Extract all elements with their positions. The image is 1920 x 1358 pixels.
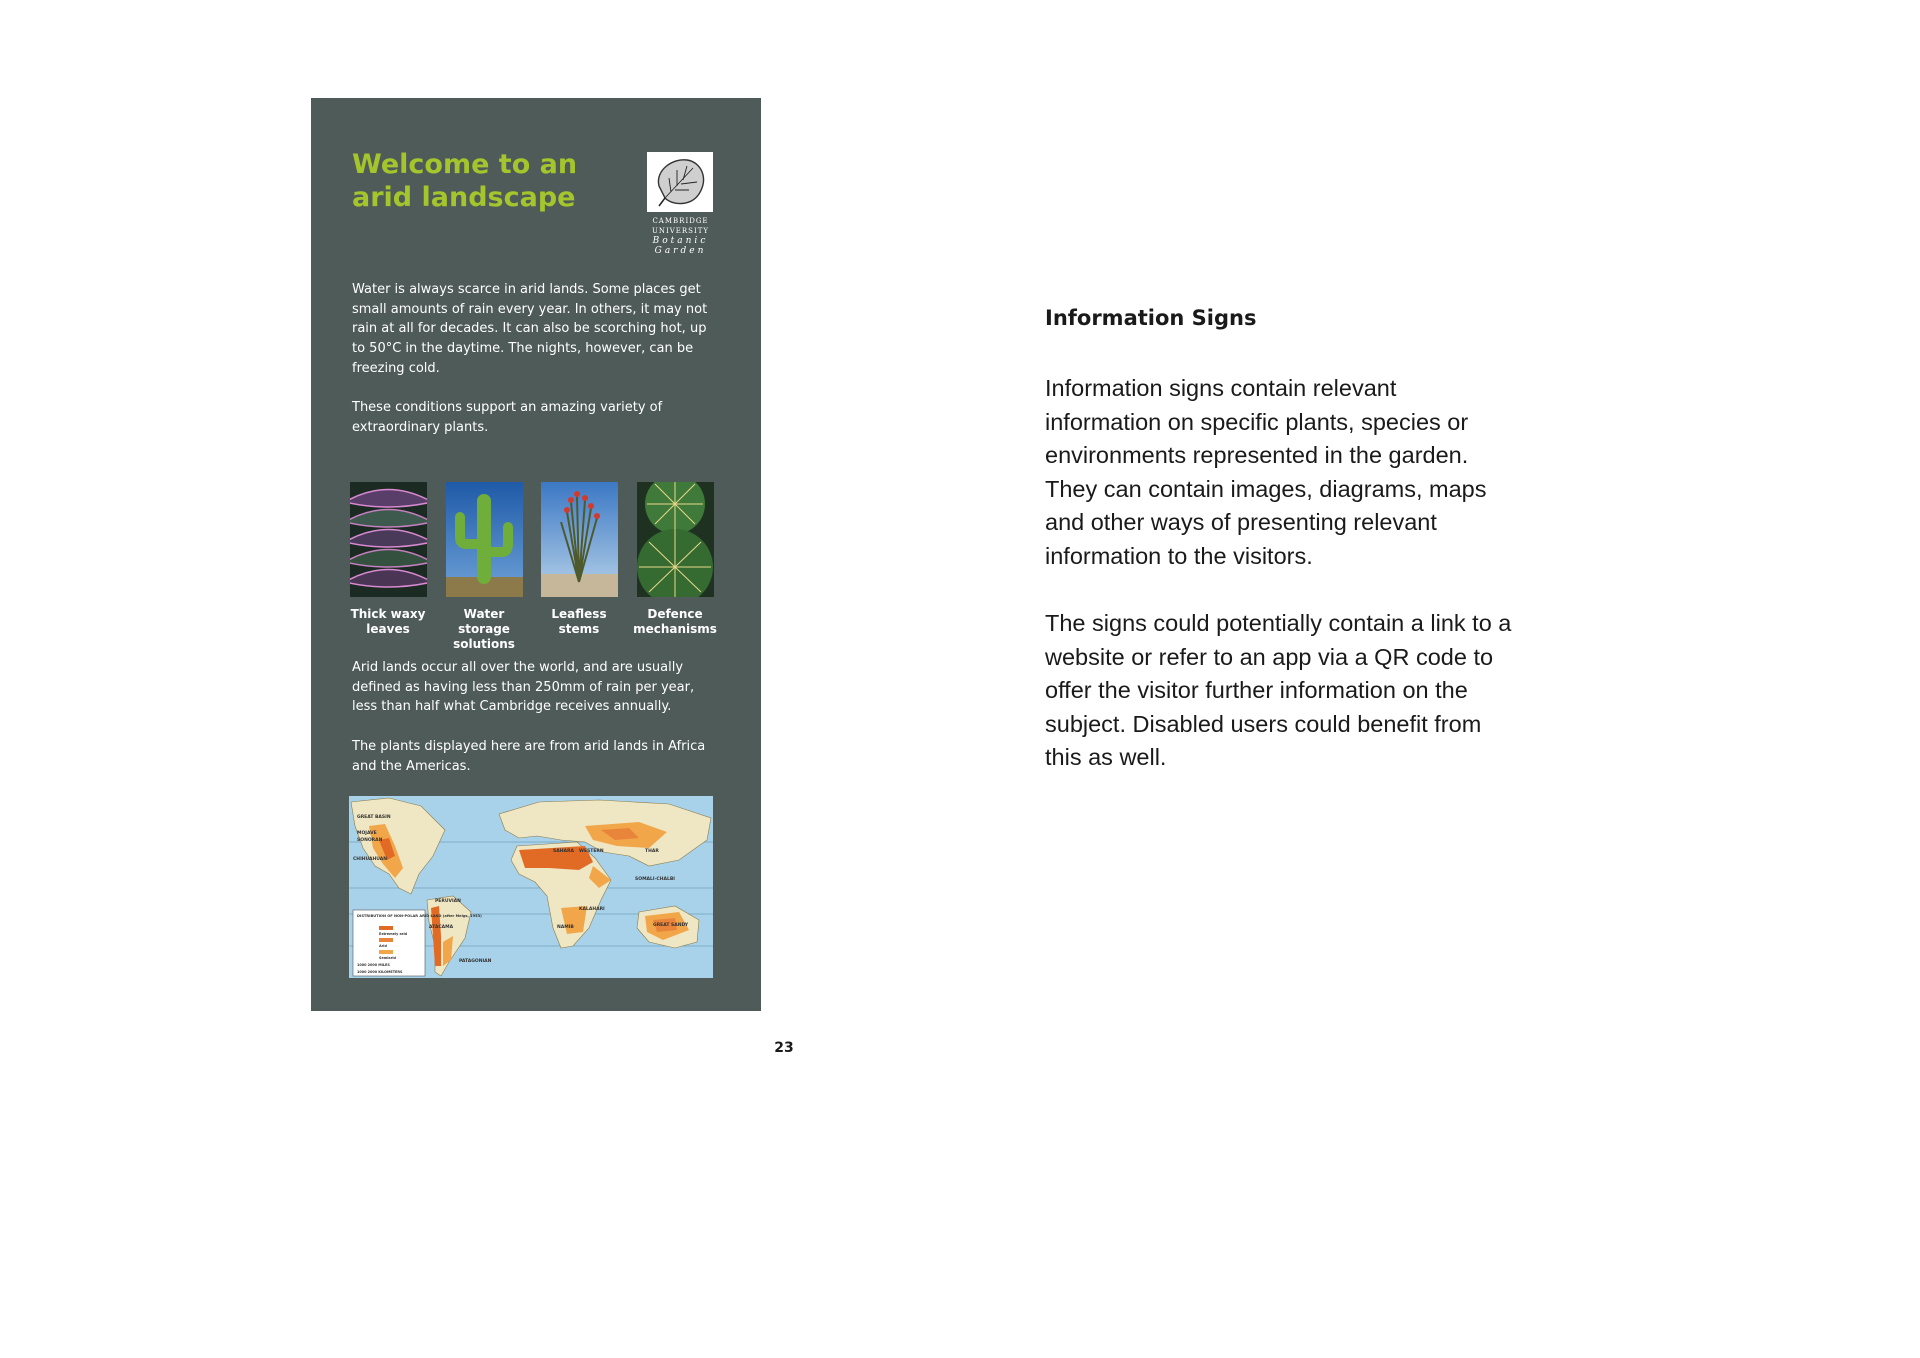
info-paragraph-2: The signs could potentially contain a link to a website or refer to an app via a QR code to offer the visitor further information on the subject. Disabled users could benefit from this as well.: [1045, 610, 1512, 771]
scale-miles: 1000 2000 MILES: [357, 963, 390, 967]
map-label: ATACAMA: [429, 925, 454, 930]
map-label: MOJAVE: [357, 831, 377, 836]
caption-line-1: Defence: [647, 607, 703, 621]
thumbnail-defence-mechanisms: [633, 482, 717, 637]
sign-paragraph-4: The plants displayed here are from arid lands in Africa and the Americas.: [352, 739, 706, 774]
map-label: SAHARA: [553, 849, 574, 854]
map-label: PATAGONIAN: [459, 959, 492, 964]
thumbnail-caption: [343, 607, 433, 637]
information-signs-heading: Information Signs: [1045, 306, 1257, 330]
thumbnail-water-storage: [446, 482, 523, 652]
saguaro-cactus-photo: [446, 482, 523, 597]
plant-photo-row: [350, 482, 717, 651]
logo-line-2: UNIVERSITY: [651, 227, 710, 235]
information-sign: [311, 98, 761, 1011]
sign-paragraph-3: Arid lands occur all over the world, and are usually defined as having less than 250mm of rain per year, less than half what Cambridge receives annually.: [352, 660, 695, 715]
caption-line-1: Thick waxy: [350, 607, 426, 621]
caption-line-2: stems: [558, 622, 600, 636]
caption-line-2: leaves: [366, 622, 410, 636]
thumbnail-waxy-leaves: [350, 482, 427, 637]
legend-item: Extremely arid: [379, 932, 408, 936]
map-label: WESTERN: [579, 849, 604, 854]
thumbnail-leafless-stems: [541, 482, 618, 637]
caption-line-2: mechanisms: [633, 622, 717, 636]
barrel-cactus-photo: [637, 482, 714, 597]
logo-line-1: CAMBRIDGE: [652, 217, 709, 225]
ocotillo-photo: [541, 482, 618, 597]
leaf-engraving-icon: [647, 152, 713, 212]
botanic-garden-logo: [647, 152, 714, 256]
waxy-leaves-photo: [350, 482, 427, 597]
thumbnail-caption: [630, 607, 720, 637]
thumbnail-caption: [534, 607, 624, 637]
map-label: PERUVIAN: [435, 899, 461, 904]
legend-item: Semiarid: [379, 956, 396, 960]
info-paragraph-1: Information signs contain relevant information on specific plants, species or environments represented in the garden. They can contain images, diagrams, maps and other ways of presenting relevant information to the visitors.: [1045, 375, 1487, 569]
page-number: 23: [774, 1040, 794, 1056]
logo-line-3: Botanic: [652, 236, 709, 246]
scale-km: 1000 2000 KILOMETERS: [357, 970, 403, 974]
map-label: THAR: [645, 849, 659, 854]
sign-paragraph-2: These conditions support an amazing variety of extraordinary plants.: [352, 400, 663, 435]
sign-title: Welcome to an arid landscape: [352, 149, 578, 213]
caption-line-1: Leafless: [551, 607, 607, 621]
map-label: KALAHARI: [579, 907, 605, 912]
caption-line-2: solutions: [453, 637, 515, 651]
legend-item: Arid: [379, 944, 387, 948]
logo-wordmark: [647, 216, 714, 256]
map-label: GREAT BASIN: [357, 815, 391, 820]
sign-paragraph-1: Water is always scarce in arid lands. Some places get small amounts of rain every year. In others, it may not rain at all for decades. It can also be scorching hot, up to 50°C in the daytime. The nights, however, can be freezing cold.: [352, 282, 708, 376]
map-label: SONORAN: [357, 838, 383, 843]
map-label: GREAT SANDY: [653, 923, 689, 928]
map-label: NAMIB: [557, 925, 574, 930]
arid-lands-world-map: [349, 796, 713, 978]
map-legend-title: DISTRIBUTION OF NON-POLAR ARID LAND (after Meigs, 1953): [357, 914, 482, 918]
map-label: SOMALI-CHALBI: [635, 877, 675, 882]
map-label: CHIHUAHUAN: [353, 857, 388, 862]
caption-line-1: Water storage: [458, 607, 510, 636]
thumbnail-caption: [439, 607, 529, 652]
logo-line-4: Garden: [654, 246, 707, 256]
